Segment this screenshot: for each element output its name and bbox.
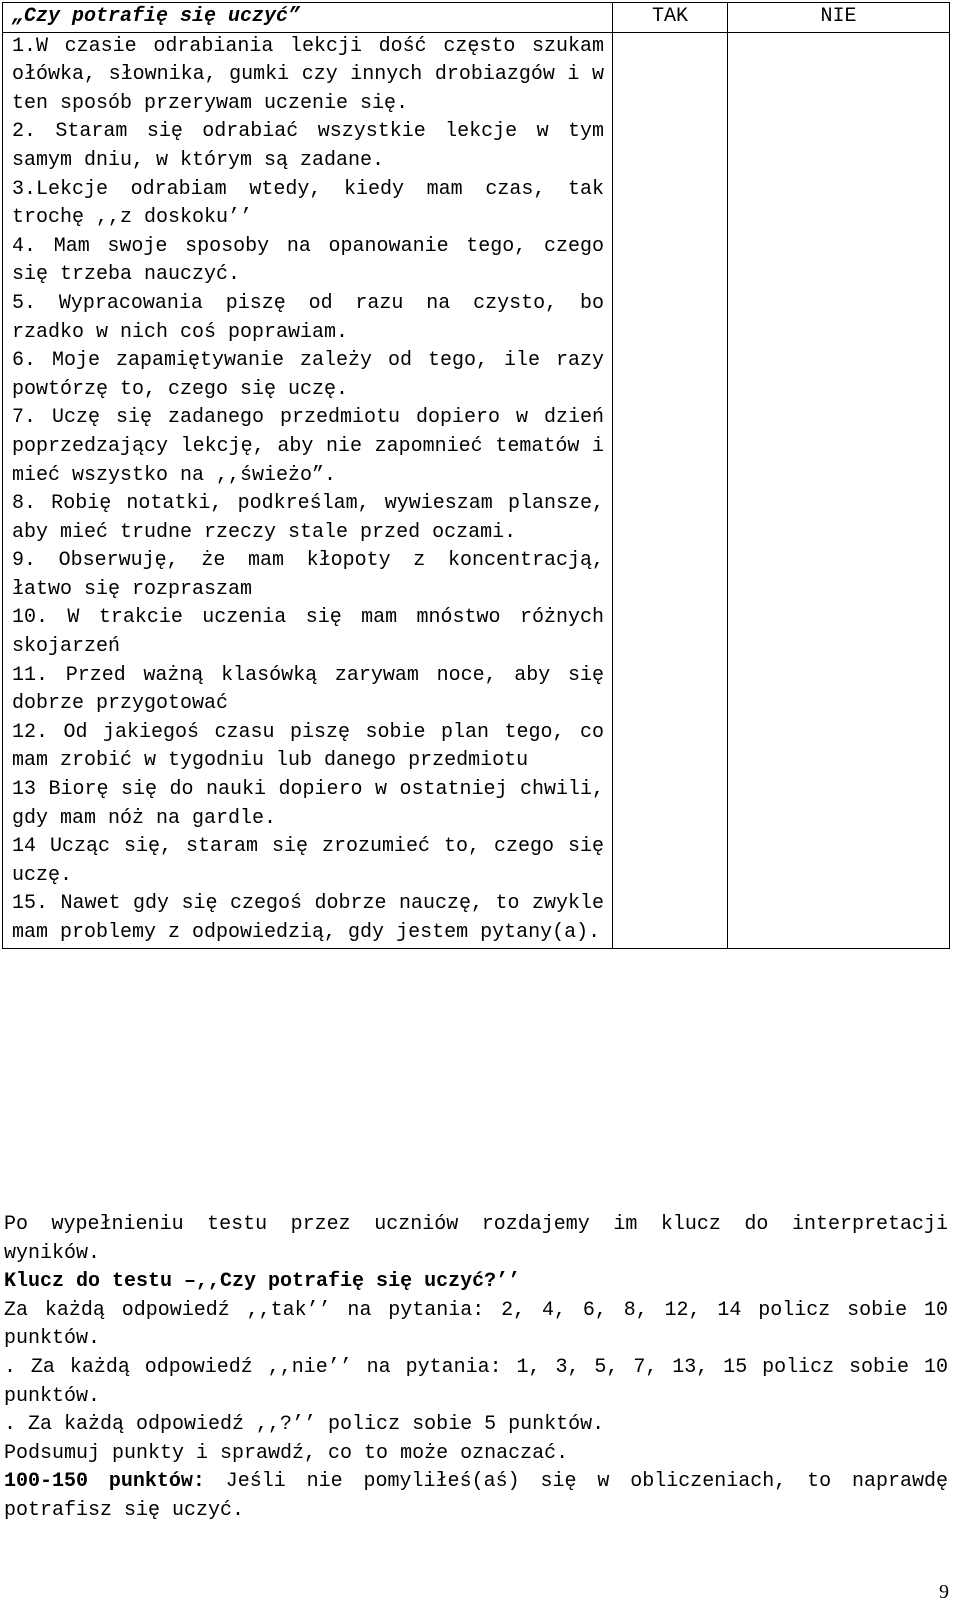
- score-range-text: Jeśli nie pomyliłeś(aś) się w obliczeniach, to naprawdę potrafisz się uczyć.: [4, 1470, 949, 1522]
- page-number: 9: [939, 1581, 949, 1603]
- key-intro: Po wypełnieniu testu przez uczniów rozdajemy im klucz do interpretacji wyników.: [4, 1213, 948, 1265]
- question-11: 11. Przed ważną klasówką zarywam noce, aby się dobrze przygotować: [12, 663, 604, 716]
- question-9: 9. Obserwuję, że mam kłopoty z koncentracją, łatwo się rozpraszam: [12, 549, 604, 601]
- key-summary: Podsumuj punkty i sprawdź, co to może oznaczać.: [4, 1441, 569, 1465]
- question-1: 1.W czasie odrabiania lekcji dość często szukam ołówka, słownika, gumki czy innych drobiazgów i w ten sposób przerywam uczenie się.: [12, 34, 604, 115]
- question-6: 6. Moje zapamiętywanie zależy od tego, ile razy powtórzę to, czego się uczę.: [12, 349, 604, 401]
- quiz-header-row: [3, 3, 950, 33]
- question-5: 5. Wypracowania piszę od razu na czysto, bo rzadko w nich coś poprawiam.: [12, 291, 604, 344]
- question-4: 4. Mam swoje sposoby na opanowanie tego, czego się trzeba nauczyć.: [12, 234, 604, 287]
- question-2: 2. Staram się odrabiać wszystkie lekcje w tym samym dniu, w którym są zadane.: [12, 120, 604, 172]
- key-heading: Klucz do testu –,,Czy potrafię się uczyć?’’: [4, 1270, 521, 1294]
- quiz-table: [2, 2, 950, 949]
- questions-cell: [3, 32, 613, 948]
- question-15: 15. Nawet gdy się czegoś dobrze nauczę, to zwykle mam problemy z odpowiedzią, gdy jestem pytany(a).: [12, 892, 604, 944]
- question-3: 3.Lekcje odrabiam wtedy, kiedy mam czas, tak trochę ,,z doskoku’’: [12, 177, 604, 230]
- question-14: 14 Ucząc się, staram się zrozumieć to, czego się uczę.: [12, 835, 604, 887]
- question-10: 10. W trakcie uczenia się mam mnóstwo różnych skojarzeń: [12, 606, 604, 659]
- key-rule-yes: Za każdą odpowiedź ,,tak’’ na pytania: 2, 4, 6, 8, 12, 14 policz sobie 10 punktów.: [4, 1298, 948, 1351]
- answer-cell-no: [728, 32, 950, 948]
- question-13: 13 Biorę się do nauki dopiero w ostatniej chwili, gdy mam nóż na gardle.: [12, 778, 604, 830]
- score-range-label: 100-150 punktów:: [4, 1470, 205, 1494]
- answer-cell-yes: [613, 32, 728, 948]
- column-header-no: NIE: [728, 3, 950, 33]
- key-score-range: [4, 1468, 948, 1525]
- key-rule-maybe: . Za każdą odpowiedź ,,?’’ policz sobie 5 punktów.: [4, 1413, 605, 1437]
- column-header-yes: TAK: [613, 3, 728, 33]
- answer-key: [4, 1211, 948, 1526]
- quiz-body-row: [3, 32, 950, 948]
- question-12: 12. Od jakiegoś czasu piszę sobie plan tego, co mam zrobić w tygodniu lub danego przedmiotu: [12, 720, 604, 773]
- quiz-title: „Czy potrafię się uczyć”: [3, 3, 613, 33]
- question-7: 7. Uczę się zadanego przedmiotu dopiero w dzień poprzedzający lekcję, aby nie zapomnieć tematów i mieć wszystko na ,,świeżo”.: [12, 406, 604, 487]
- key-rule-no: . Za każdą odpowiedź ,,nie’’ na pytania: 1, 3, 5, 7, 13, 15 policz sobie 10 punktów.: [4, 1355, 948, 1408]
- question-8: 8. Robię notatki, podkreślam, wywieszam plansze, aby mieć trudne rzeczy stale przed oczami.: [12, 492, 604, 544]
